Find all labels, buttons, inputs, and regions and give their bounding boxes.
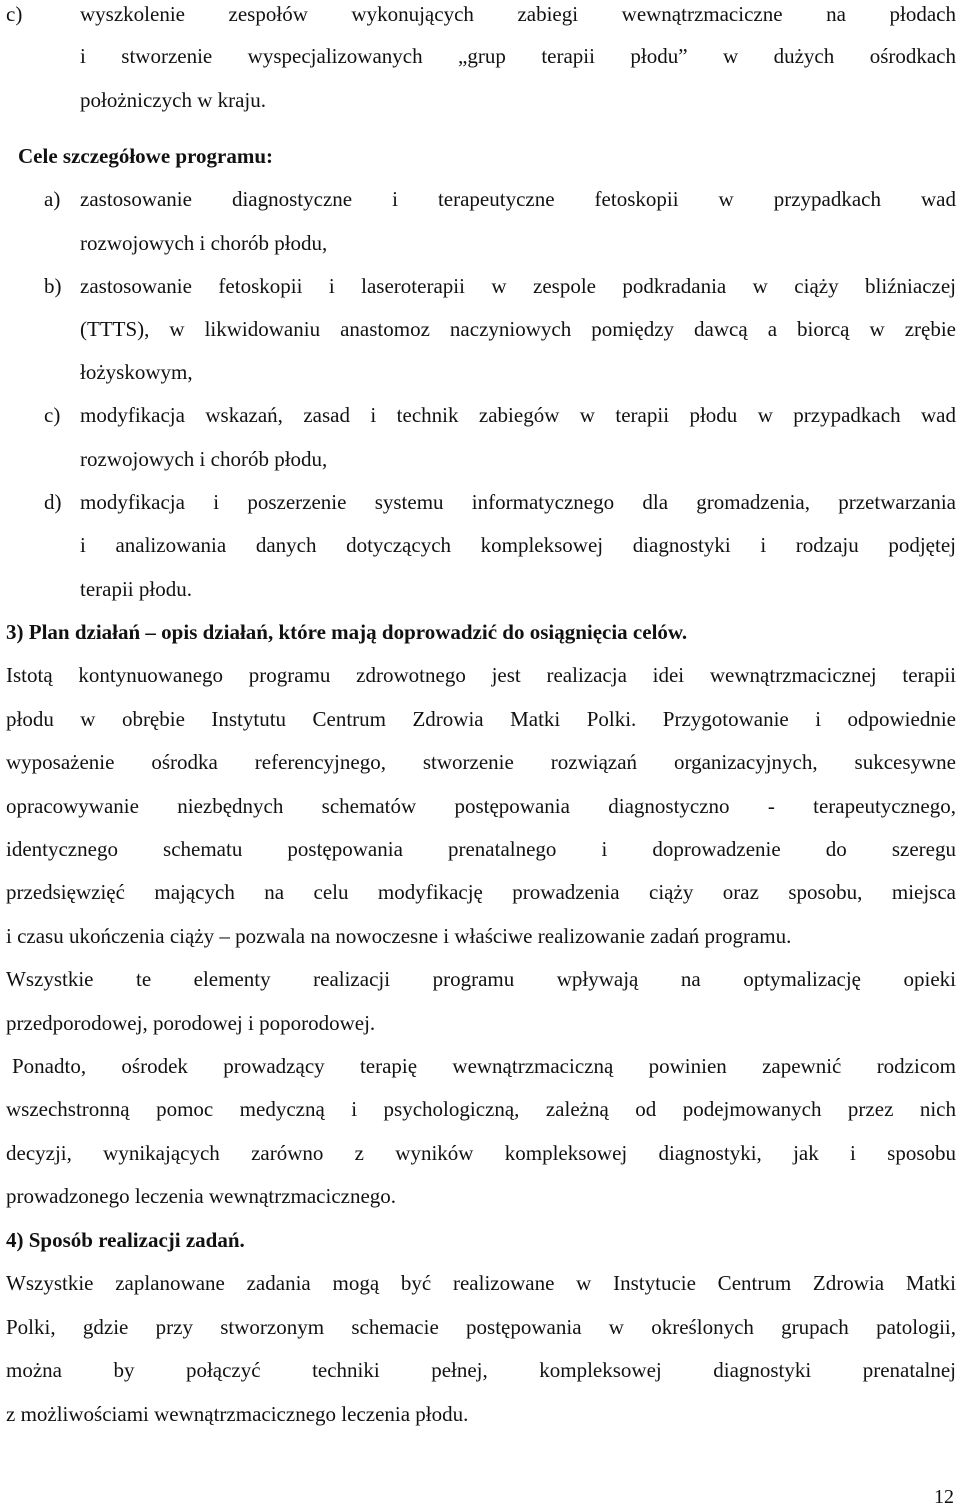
list-label-c: c) xyxy=(6,2,23,26)
intro-c-line-3: położniczych w kraju. xyxy=(80,88,267,112)
s3-p1-line-2: płodu w obrębie Instytutu Centrum Zdrowia Matki Polki. Przygotowanie i odpowiednie xyxy=(6,707,956,731)
goal-c-label: c) xyxy=(44,403,61,427)
s4-line-2: Polki, gdzie przy stworzonym schemacie postępowania w określonych grupach patologii, xyxy=(6,1315,956,1339)
section-4-heading: 4) Sposób realizacji zadań. xyxy=(6,1228,245,1252)
goal-d-label: d) xyxy=(44,490,62,514)
goal-c-line-1: modyfikacja wskazań, zasad i technik zabiegów w terapii płodu w przypadkach wad xyxy=(80,403,956,427)
s4-line-4: z możliwościami wewnątrzmacicznego leczenia płodu. xyxy=(6,1402,469,1426)
goal-b-line-1: zastosowanie fetoskopii i laseroterapii w zespole podkradania w ciąży bliźniaczej xyxy=(80,274,956,298)
s3-p3-line-4: prowadzonego leczenia wewnątrzmacicznego. xyxy=(6,1184,397,1208)
goal-d-line-3: terapii płodu. xyxy=(80,577,192,601)
goal-b-label: b) xyxy=(44,274,62,298)
s3-p1-line-7: i czasu ukończenia ciąży – pozwala na nowoczesne i właściwe realizowanie zadań programu. xyxy=(6,924,792,948)
s4-line-1: Wszystkie zaplanowane zadania mogą być realizowane w Instytucie Centrum Zdrowia Matki xyxy=(6,1271,956,1295)
s3-p1-line-5: identycznego schematu postępowania prenatalnego i doprowadzenie do szeregu xyxy=(6,837,956,861)
goal-a-line-2: rozwojowych i chorób płodu, xyxy=(80,231,328,255)
s3-p3-line-3: decyzji, wynikających zarówno z wyników kompleksowej diagnostyki, jak i sposobu xyxy=(6,1141,956,1165)
intro-c-line-1: wyszkolenie zespołów wykonujących zabiegi wewnątrzmaciczne na płodach xyxy=(80,2,956,26)
s3-p2-line-1: Wszystkie te elementy realizacji programu wpływają na optymalizację opieki xyxy=(6,967,956,991)
s3-p2-line-2: przedporodowej, porodowej i poporodowej. xyxy=(6,1011,376,1035)
goal-c-line-2: rozwojowych i chorób płodu, xyxy=(80,447,328,471)
goal-a-line-1: zastosowanie diagnostyczne i terapeutyczne fetoskopii w przypadkach wad xyxy=(80,187,956,211)
s3-p1-line-4: opracowywanie niezbędnych schematów postępowania diagnostyczno - terapeutycznego, xyxy=(6,794,956,818)
specific-goals-heading: Cele szczegółowe programu: xyxy=(18,144,274,168)
goal-b-line-3: łożyskowym, xyxy=(80,360,193,384)
page-number: 12 xyxy=(934,1486,954,1508)
goal-b-line-2: (TTTS), w likwidowaniu anastomoz naczyniowych pomiędzy dawcą a biorcą w zrębie xyxy=(80,317,956,341)
s3-p1-line-3: wyposażenie ośrodka referencyjnego, stworzenie rozwiązań organizacyjnych, sukcesywne xyxy=(6,750,956,774)
goal-d-line-2: i analizowania danych dotyczących kompleksowej diagnostyki i rodzaju podjętej xyxy=(80,533,956,557)
s3-p3-line-2: wszechstronną pomoc medyczną i psychologiczną, zależną od podejmowanych przez nich xyxy=(6,1097,956,1121)
intro-c-line-2: i stworzenie wyspecjalizowanych „grup terapii płodu” w dużych ośrodkach xyxy=(80,44,956,68)
goal-a-label: a) xyxy=(44,187,61,211)
s3-p1-line-1: Istotą kontynuowanego programu zdrowotnego jest realizacja idei wewnątrzmacicznej terapii xyxy=(6,663,956,687)
s4-line-3: można by połączyć techniki pełnej, kompleksowej diagnostyki prenatalnej xyxy=(6,1358,956,1382)
goal-d-line-1: modyfikacja i poszerzenie systemu informatycznego dla gromadzenia, przetwarzania xyxy=(80,490,956,514)
s3-p1-line-6: przedsięwzięć mających na celu modyfikację prowadzenia ciąży oraz sposobu, miejsca xyxy=(6,880,956,904)
s3-p3-line-1: Ponadto, ośrodek prowadzący terapię wewnątrzmaciczną powinien zapewnić rodzicom xyxy=(12,1054,956,1078)
section-3-heading: 3) Plan działań – opis działań, które mają doprowadzić do osiągnięcia celów. xyxy=(6,620,688,644)
